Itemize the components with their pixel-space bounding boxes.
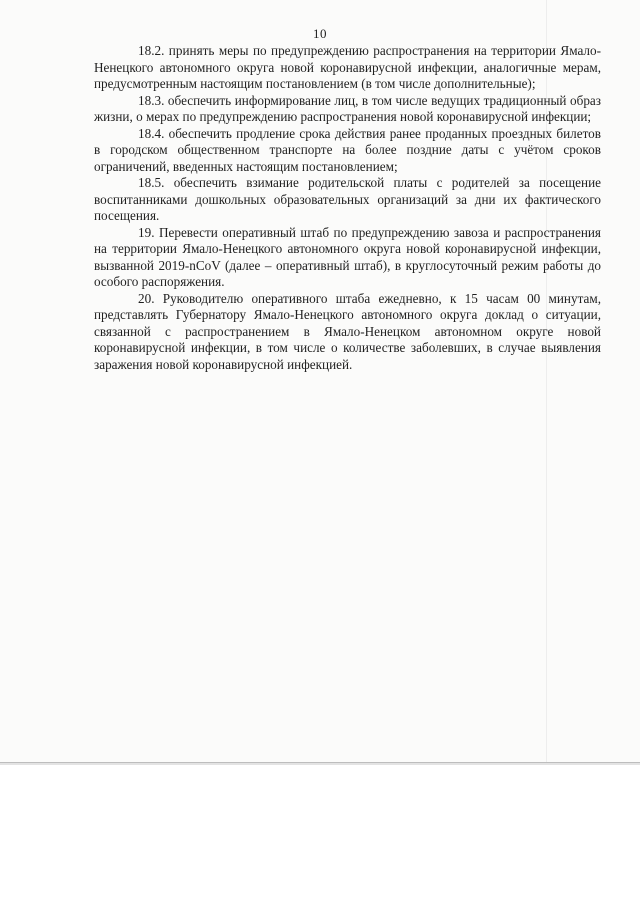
document-body [94, 43, 601, 373]
paragraph-18-5: 18.5. обеспечить взимание родительской платы с родителей за посещение воспитанниками дошкольных образовательных организаций за дни их фактического посещения. [94, 175, 601, 223]
paragraph-18-2: 18.2. принять меры по предупреждению распространения на территории Ямало-Ненецкого автономного округа новой коронавирусной инфекции, аналогичные мерам, предусмотренным настоящим постановлением (в том числе дополнительные); [94, 43, 601, 91]
paragraph-19: 19. Перевести оперативный штаб по предупреждению завоза и распространения на территории Ямало-Ненецкого автономного округа новой коронавирусной инфекции, вызванной 2019-nCoV (далее – оперативный штаб), в круглосуточный режим работы до особого распоряжения. [94, 224, 601, 289]
paragraph-18-3: 18.3. обеспечить информирование лиц, в том числе ведущих традиционный образ жизни, о мерах по предупреждению распространения новой коронавирусной инфекции; [94, 92, 601, 124]
paragraph-18-4: 18.4. обеспечить продление срока действия ранее проданных проездных билетов в городском общественном транспорте на более поздние даты с учётом сроков ограничений, введенных настоящим постановлением; [94, 125, 601, 174]
paragraph-20: 20. Руководителю оперативного штаба ежедневно, к 15 часам 00 минутам, представлять Губернатору Ямало-Ненецкого автономного округа доклад о ситуации, связанной с распространением в Ямало-Ненецком автономном округе новой коронавирусной инфекции, в том числе о количестве заболевших, в случае выявления заражения новой коронавирусной инфекцией. [94, 290, 601, 372]
page-number: 10 [313, 26, 327, 41]
